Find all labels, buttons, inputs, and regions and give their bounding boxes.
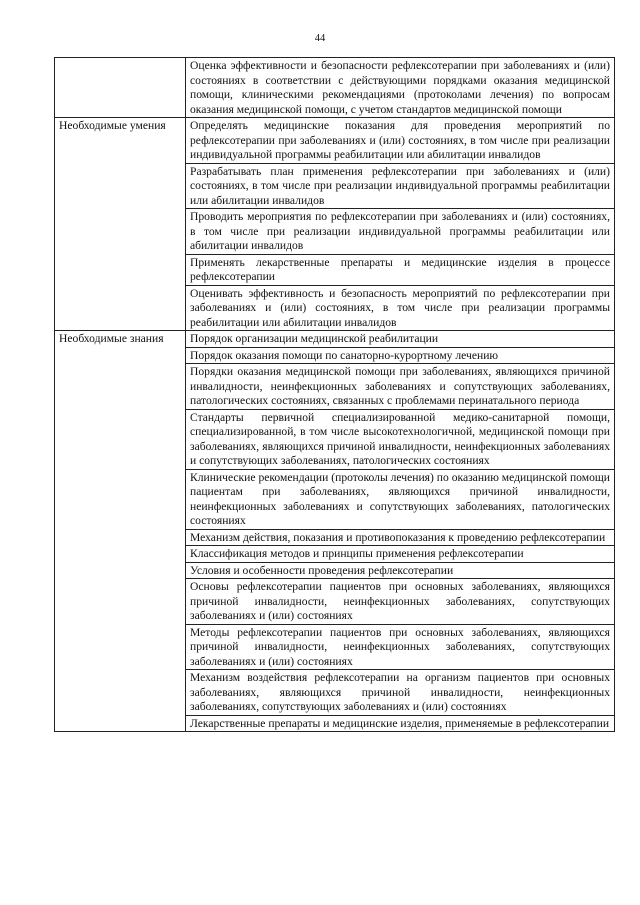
list-item: Клинические рекомендации (протоколы лечения) по оказанию медицинской помощи пациентам при заболеваниях, являющихся причиной инвалидности, неинфекционных заболеваниях и сопутствующих заболеваниях, патологических состояниях [186,469,615,529]
list-item: Методы рефлексотерапии пациентов при основных заболеваниях, являющихся причиной инвалидности, неинфекционных заболеваниях, сопутствующих заболеваниях и (или) состояниях [186,624,615,670]
table-row [55,58,615,118]
list-item: Порядок оказания помощи по санаторно-курортному лечению [186,347,615,364]
page-number: 44 [314,33,326,44]
list-item: Применять лекарственные препараты и медицинские изделия в процессе рефлексотерапии [186,254,615,285]
list-item: Оценка эффективности и безопасности рефлексотерапии при заболеваниях и (или) состояниях в соответствии с действующими порядками оказания медицинской помощи, клиническими рекомендациями (протоколами лечения) по вопросам оказания медицинской помощи, с учетом стандартов медицинской помощи [186,58,615,118]
table-row [55,331,615,348]
list-item: Порядки оказания медицинской помощи при заболеваниях, являющихся причиной инвалидности, неинфекционных заболеваниях и сопутствующих заболеваниях, патологических состояниях, связанных с проблемами перинатального периода [186,364,615,410]
category-cell-knowledge: Необходимые знания [55,331,186,732]
list-item: Условия и особенности проведения рефлексотерапии [186,562,615,579]
category-cell-skills: Необходимые умения [55,118,186,331]
list-item: Механизм действия, показания и противопоказания к проведению рефлексотерапии [186,529,615,546]
category-cell-empty [55,58,186,118]
list-item: Определять медицинские показания для проведения мероприятий по рефлексотерапии при заболеваниях и (или) состояниях, в том числе при реализации индивидуальной программы реабилитации или абилитации инвалидов [186,118,615,164]
list-item: Проводить мероприятия по рефлексотерапии при заболеваниях и (или) состояниях, в том числе при реализации индивидуальной программы реабилитации или абилитации инвалидов [186,209,615,255]
list-item: Лекарственные препараты и медицинские изделия, применяемые в рефлексотерапии [186,715,615,732]
list-item: Оценивать эффективность и безопасность мероприятий по рефлексотерапии при заболеваниях и (или) состояниях, в том числе при реализации программы реабилитации или абилитации инвалидов [186,285,615,331]
list-item: Механизм воздействия рефлексотерапии на организм пациентов при основных заболеваниях, являющихся причиной инвалидности, неинфекционных заболеваниях, сопутствующих заболеваниях и (или) состояниях [186,670,615,716]
list-item: Основы рефлексотерапии пациентов при основных заболеваниях, являющихся причиной инвалидности, неинфекционных заболеваниях, сопутствующих заболеваниях и (или) состояниях [186,579,615,625]
list-item: Разрабатывать план применения рефлексотерапии при заболеваниях и (или) состояниях, в том числе при реализации индивидуальной программы реабилитации или абилитации инвалидов [186,163,615,209]
list-item: Стандарты первичной специализированной медико-санитарной помощи, специализированной, в том числе высокотехнологичной, медицинской помощи при заболеваниях, являющихся причиной инвалидности, неинфекционных заболеваниях и сопутствующих заболеваниях, патологических состояниях [186,409,615,469]
list-item: Классификация методов и принципы применения рефлексотерапии [186,546,615,563]
table-row [55,118,615,164]
list-item: Порядок организации медицинской реабилитации [186,331,615,348]
competency-table [54,57,615,732]
